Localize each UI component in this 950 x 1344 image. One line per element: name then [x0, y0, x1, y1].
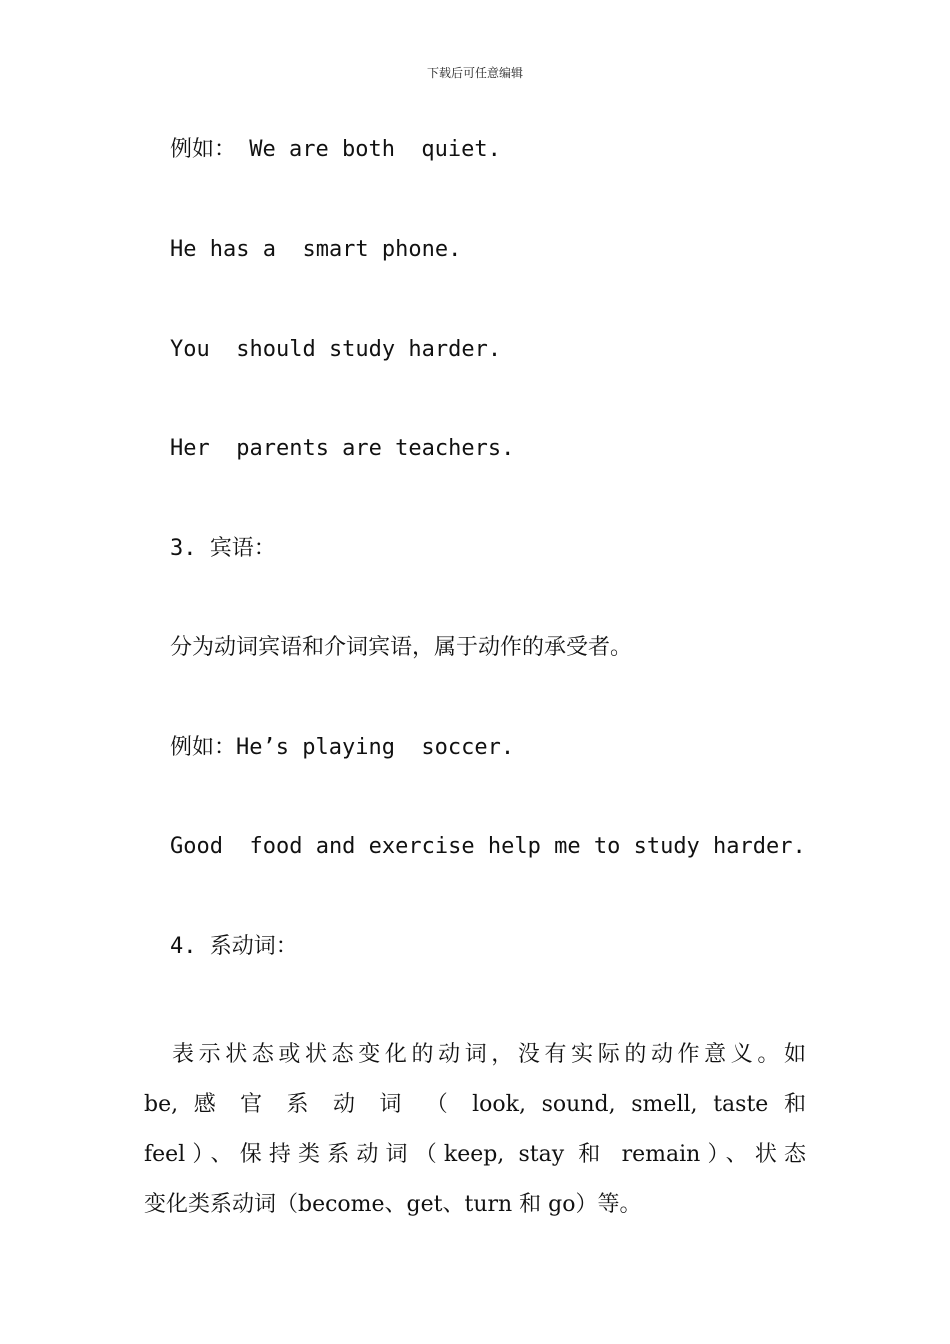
page-header-note: 下载后可任意编辑 [426, 66, 523, 80]
paragraph-line-4: 变化类系动词（become、get、turn 和 go）等。 [144, 1192, 642, 1217]
section-heading-linking-verb: 4. 系动词： [170, 934, 298, 959]
section-heading-object: 3. 宾语： [170, 536, 276, 561]
linking-verb-paragraph [144, 1030, 806, 1230]
example-line-smart-phone: He has a smart phone. [170, 237, 462, 262]
example-line-study-harder: You should study harder. [170, 337, 502, 362]
paragraph-line-2: be, 感 官 系 动 词 （ look, sound, smell, taste 和 [144, 1092, 806, 1117]
paragraph-line-1: 表示状态或状态变化的动词，没有实际的动作意义。如 [172, 1042, 806, 1067]
example-line-parents-teachers: Her parents are teachers. [170, 436, 515, 461]
paragraph-line-3: feel）、保持类系动词（keep, stay 和 remain）、状态 [144, 1142, 806, 1167]
example-line-both-quiet: 例如： We are both quiet. [170, 137, 501, 162]
object-definition: 分为动词宾语和介词宾语，属于动作的承受者。 [170, 635, 633, 660]
example-line-good-food: Good food and exercise help me to study harder. [170, 834, 806, 859]
example-line-playing-soccer: 例如：He’s playing soccer. [170, 735, 515, 760]
